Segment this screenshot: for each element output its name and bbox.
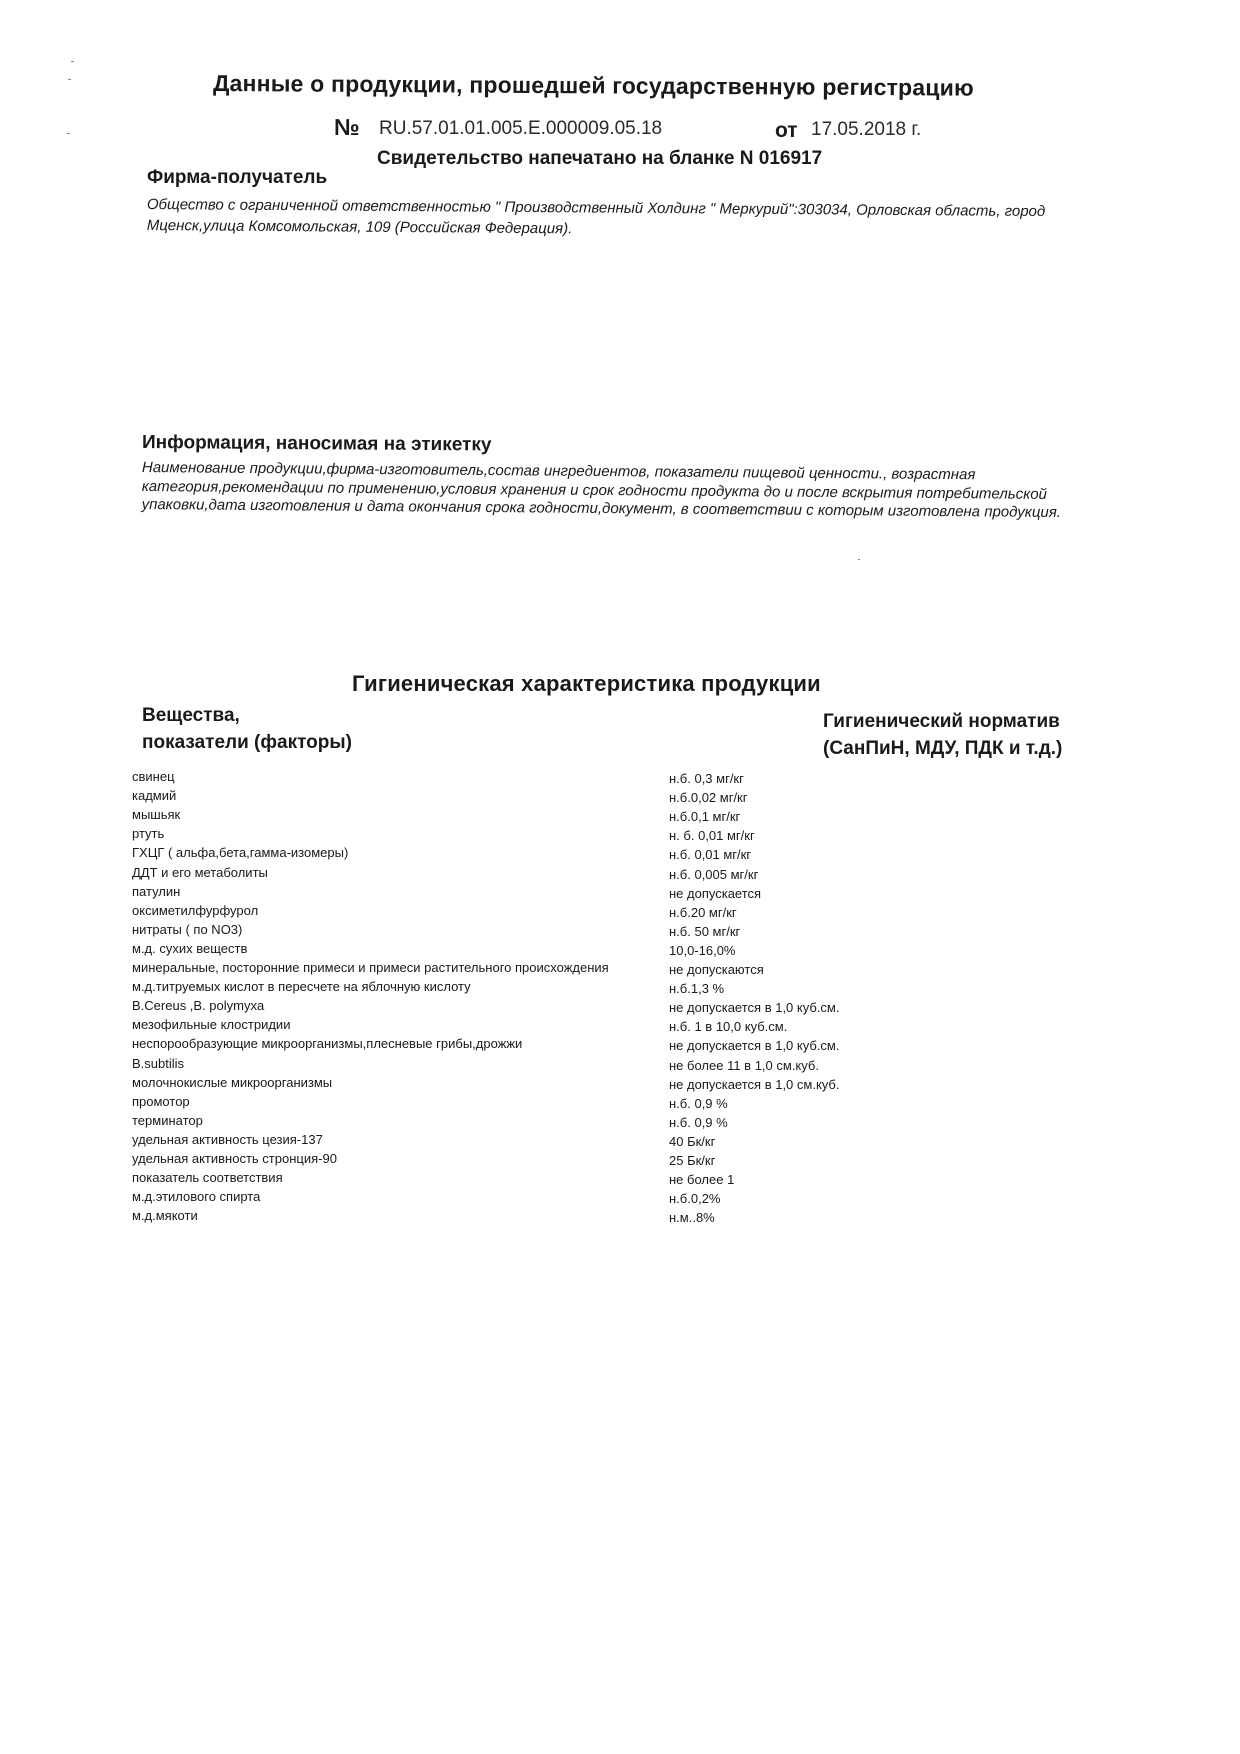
hygiene-norm: н.б.0,02 мг/кг — [669, 790, 748, 806]
table-row — [132, 903, 892, 922]
table-row — [132, 1132, 892, 1151]
hygiene-heading: Гигиеническая характеристика продукции — [352, 671, 821, 696]
hygiene-norm: н.б.1,3 % — [669, 981, 725, 997]
table-row — [132, 1075, 892, 1094]
substance-name: патулин — [132, 883, 181, 899]
table-row — [132, 1113, 892, 1132]
norm-column-header: Гигиенический норматив (СанПиН, МДУ, ПДК и т.д.) — [823, 711, 1063, 759]
table-row — [132, 769, 892, 788]
hygiene-norm: н.б. 0,9 % — [669, 1114, 728, 1130]
hygiene-norm: н.б. 1 в 10,0 куб.см. — [669, 1019, 788, 1035]
substance-name: удельная активность стронция-90 — [132, 1151, 337, 1166]
registration-date: 17.05.2018 г. — [811, 119, 922, 140]
table-row — [132, 884, 892, 903]
hygiene-norm: н.м..8% — [669, 1210, 715, 1226]
hygiene-norm: 40 Бк/кг — [669, 1133, 716, 1149]
substance-name: свинец — [132, 769, 175, 784]
substance-name: ртуть — [132, 826, 165, 842]
table-row — [132, 1208, 892, 1227]
substance-name: минеральные, посторонние примеси и примеси растительного происхождения — [132, 960, 609, 975]
hygiene-norm: н.б.0,2% — [669, 1191, 721, 1207]
substance-name: мезофильные клостридии — [132, 1017, 291, 1033]
table-row — [132, 1036, 892, 1055]
substance-name: ДДТ и его метаболиты — [132, 864, 268, 880]
table-row — [132, 826, 892, 845]
substance-name: м.д.титруемых кислот в пересчете на яблочную кислоту — [132, 979, 471, 995]
hygiene-norm: не допускаются — [669, 962, 764, 977]
scan-speck — [858, 559, 860, 560]
hygiene-norm: не допускается в 1,0 куб.см. — [669, 1000, 840, 1016]
substance-name: м.д.этилового спирта — [132, 1189, 261, 1205]
hygiene-norm: н.б. 0,01 мг/кг — [669, 847, 752, 863]
label-info-heading: Информация, наносимая на этикетку — [141, 432, 492, 456]
hygiene-norm: н.б. 0,9 % — [669, 1095, 728, 1111]
table-row — [132, 998, 892, 1017]
recipient-heading: Фирма-получатель — [147, 167, 328, 188]
hygiene-norm: не допускается в 1,0 см.куб. — [669, 1076, 840, 1092]
document-title: Данные о продукции, прошедшей государственную регистрацию — [212, 70, 974, 101]
substance-name: м.д.мякоти — [132, 1208, 198, 1224]
substance-name: показатель соответствия — [132, 1170, 283, 1186]
substance-name: удельная активность цезия-137 — [132, 1131, 323, 1147]
hygiene-norm: н.б. 0,005 мг/кг — [669, 866, 759, 882]
hygiene-norm: не допускается в 1,0 куб.см. — [669, 1038, 840, 1054]
table-row — [132, 1056, 892, 1075]
hygiene-norm: н.б. 0,3 мг/кг — [669, 771, 744, 786]
table-row — [132, 1017, 892, 1036]
substance-name: терминатор — [132, 1112, 203, 1128]
substance-name: ГХЦГ ( альфа,бета,гамма-изомеры) — [132, 845, 349, 861]
substance-name: промотор — [132, 1093, 190, 1109]
table-row — [132, 941, 892, 960]
table-row — [132, 979, 892, 998]
registration-number: RU.57.01.01.005.Е.000009.05.18 — [379, 118, 663, 139]
hygiene-norm: н.б.20 мг/кг — [669, 904, 737, 920]
hygiene-norm: н.б.0,1 мг/кг — [669, 809, 741, 825]
table-row — [132, 960, 892, 979]
substance-name: B.subtilis — [132, 1055, 185, 1071]
table-row — [132, 807, 892, 826]
table-row — [132, 1094, 892, 1113]
hygiene-norm: н. б. 0,01 мг/кг — [669, 828, 755, 844]
substance-name: неспорообразующие микроорганизмы,плесневые грибы,дрожжи — [132, 1036, 523, 1052]
table-row — [132, 1189, 892, 1208]
substance-name: нитраты ( по NO3) — [132, 921, 243, 937]
table-row — [132, 788, 892, 807]
hygiene-norm: н.б. 50 мг/кг — [669, 923, 741, 939]
scan-speck — [68, 79, 71, 80]
table-row — [132, 1170, 892, 1189]
scan-speck — [67, 133, 70, 134]
substance-name: м.д. сухих веществ — [132, 940, 248, 956]
hygiene-norm: 10,0-16,0% — [669, 942, 736, 958]
label-info-text: Наименование продукции,фирма-изготовитель,состав ингрeдиентов, показатели пищевой ценности., возрастная категория,рекомендации по применению,условия хранения и срок годности продукта до и после вскрытия потребительской упаковки,дата изготовления и дата окончания срока годности,документ, в соответствии с которым изготовлена продукция. — [141, 459, 1062, 522]
substance-name: B.Cereus ,B. polymyxa — [132, 998, 265, 1014]
substance-name: оксиметилфурфурол — [132, 902, 259, 918]
substance-name: молочнокислые микроорганизмы — [132, 1074, 333, 1090]
substance-name: кадмий — [132, 788, 177, 804]
scan-speck — [71, 61, 74, 62]
hygiene-norm: не более 1 — [669, 1172, 735, 1188]
recipient-details: Общество с ограниченной ответственностью " Производственный Холдинг " Меркурий":303034, Орловская область, город Мценск,улица Комсомольская, 109 (Российская Федерация). — [146, 195, 1046, 238]
table-row — [132, 865, 892, 884]
hygiene-norm: не более 11 в 1,0 см.куб. — [669, 1057, 819, 1073]
registration-date-label: от — [775, 119, 798, 142]
table-row — [132, 845, 892, 864]
substance-name: мышьяк — [132, 807, 181, 823]
registration-number-label: № — [334, 114, 360, 140]
certificate-blank-number: Свидетельство напечатано на бланке N 016917 — [377, 148, 823, 169]
substances-column-header: Вещества, показатели (факторы) — [142, 705, 352, 753]
hygiene-norm: не допускается — [669, 885, 762, 901]
table-row — [132, 1151, 892, 1170]
table-row — [132, 922, 892, 941]
hygiene-norm: 25 Бк/кг — [669, 1153, 716, 1168]
